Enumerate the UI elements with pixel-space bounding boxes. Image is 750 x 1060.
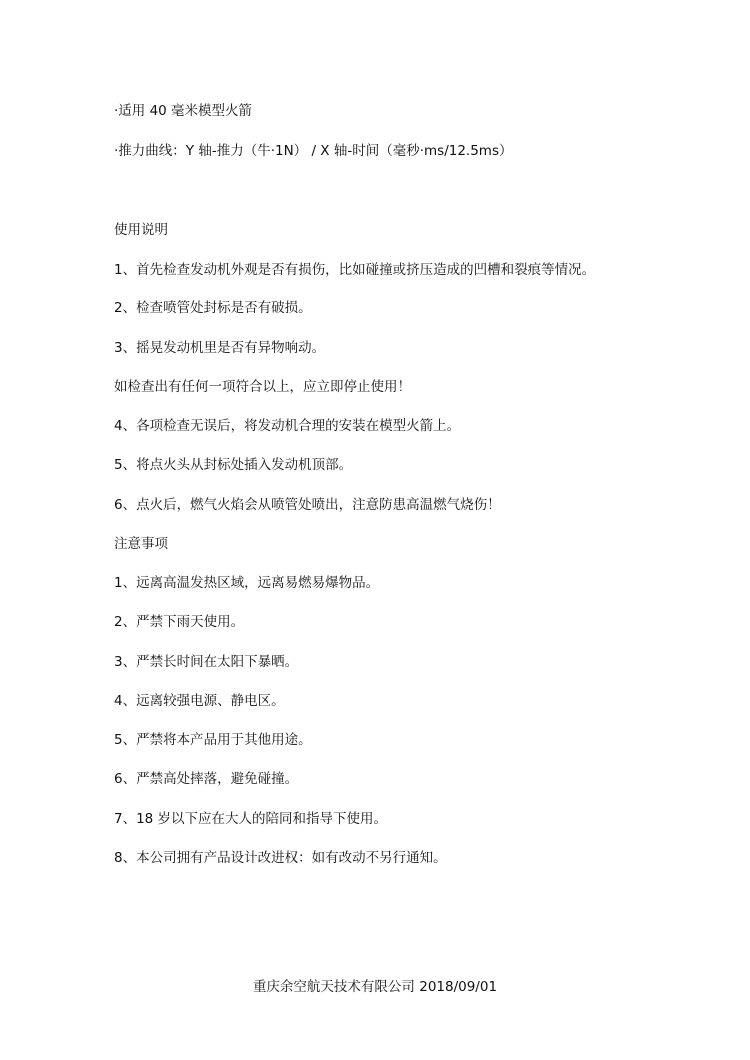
instruction-item: 3、摇晃发动机里是否有异物响动。 xyxy=(114,340,326,356)
precaution-item: 8、本公司拥有产品设计改进权：如有改动不另行通知。 xyxy=(114,850,447,866)
precaution-item: 2、严禁下雨天使用。 xyxy=(114,614,245,630)
spec-thrust-curve: ·推力曲线：Y 轴-推力（牛·1N） / X 轴-时间（毫秒·ms/12.5ms） xyxy=(114,143,513,159)
instruction-item: 2、检查喷管处封标是否有破损。 xyxy=(114,300,312,316)
spec-applicable: ·适用 40 毫米模型火箭 xyxy=(114,103,253,119)
instruction-item: 4、各项检查无误后，将发动机合理的安装在模型火箭上。 xyxy=(114,418,461,434)
precaution-item: 7、18 岁以下应在大人的陪同和指导下使用。 xyxy=(114,811,388,827)
instructions-heading: 使用说明 xyxy=(114,222,168,238)
instruction-item: 5、将点火头从封标处插入发动机顶部。 xyxy=(114,457,353,473)
precaution-item: 5、严禁将本产品用于其他用途。 xyxy=(114,732,312,748)
instruction-item: 1、首先检查发动机外观是否有损伤，比如碰撞或挤压造成的凹槽和裂痕等情况。 xyxy=(114,262,596,278)
precaution-item: 1、远离高温发热区域，远离易燃易爆物品。 xyxy=(114,575,380,591)
footer-company-date: 重庆余空航天技术有限公司 2018/09/01 xyxy=(252,979,498,995)
instruction-warning: 如检查出有任何一项符合以上，应立即停止使用！ xyxy=(114,379,411,395)
precaution-item: 4、远离较强电源、静电区。 xyxy=(114,693,285,709)
precaution-item: 6、严禁高处摔落，避免碰撞。 xyxy=(114,771,299,787)
instruction-item: 6、点火后，燃气火焰会从喷管处喷出，注意防患高温燃气烧伤！ xyxy=(114,497,501,513)
precaution-item: 3、严禁长时间在太阳下暴晒。 xyxy=(114,654,299,670)
precautions-heading: 注意事项 xyxy=(114,536,168,552)
